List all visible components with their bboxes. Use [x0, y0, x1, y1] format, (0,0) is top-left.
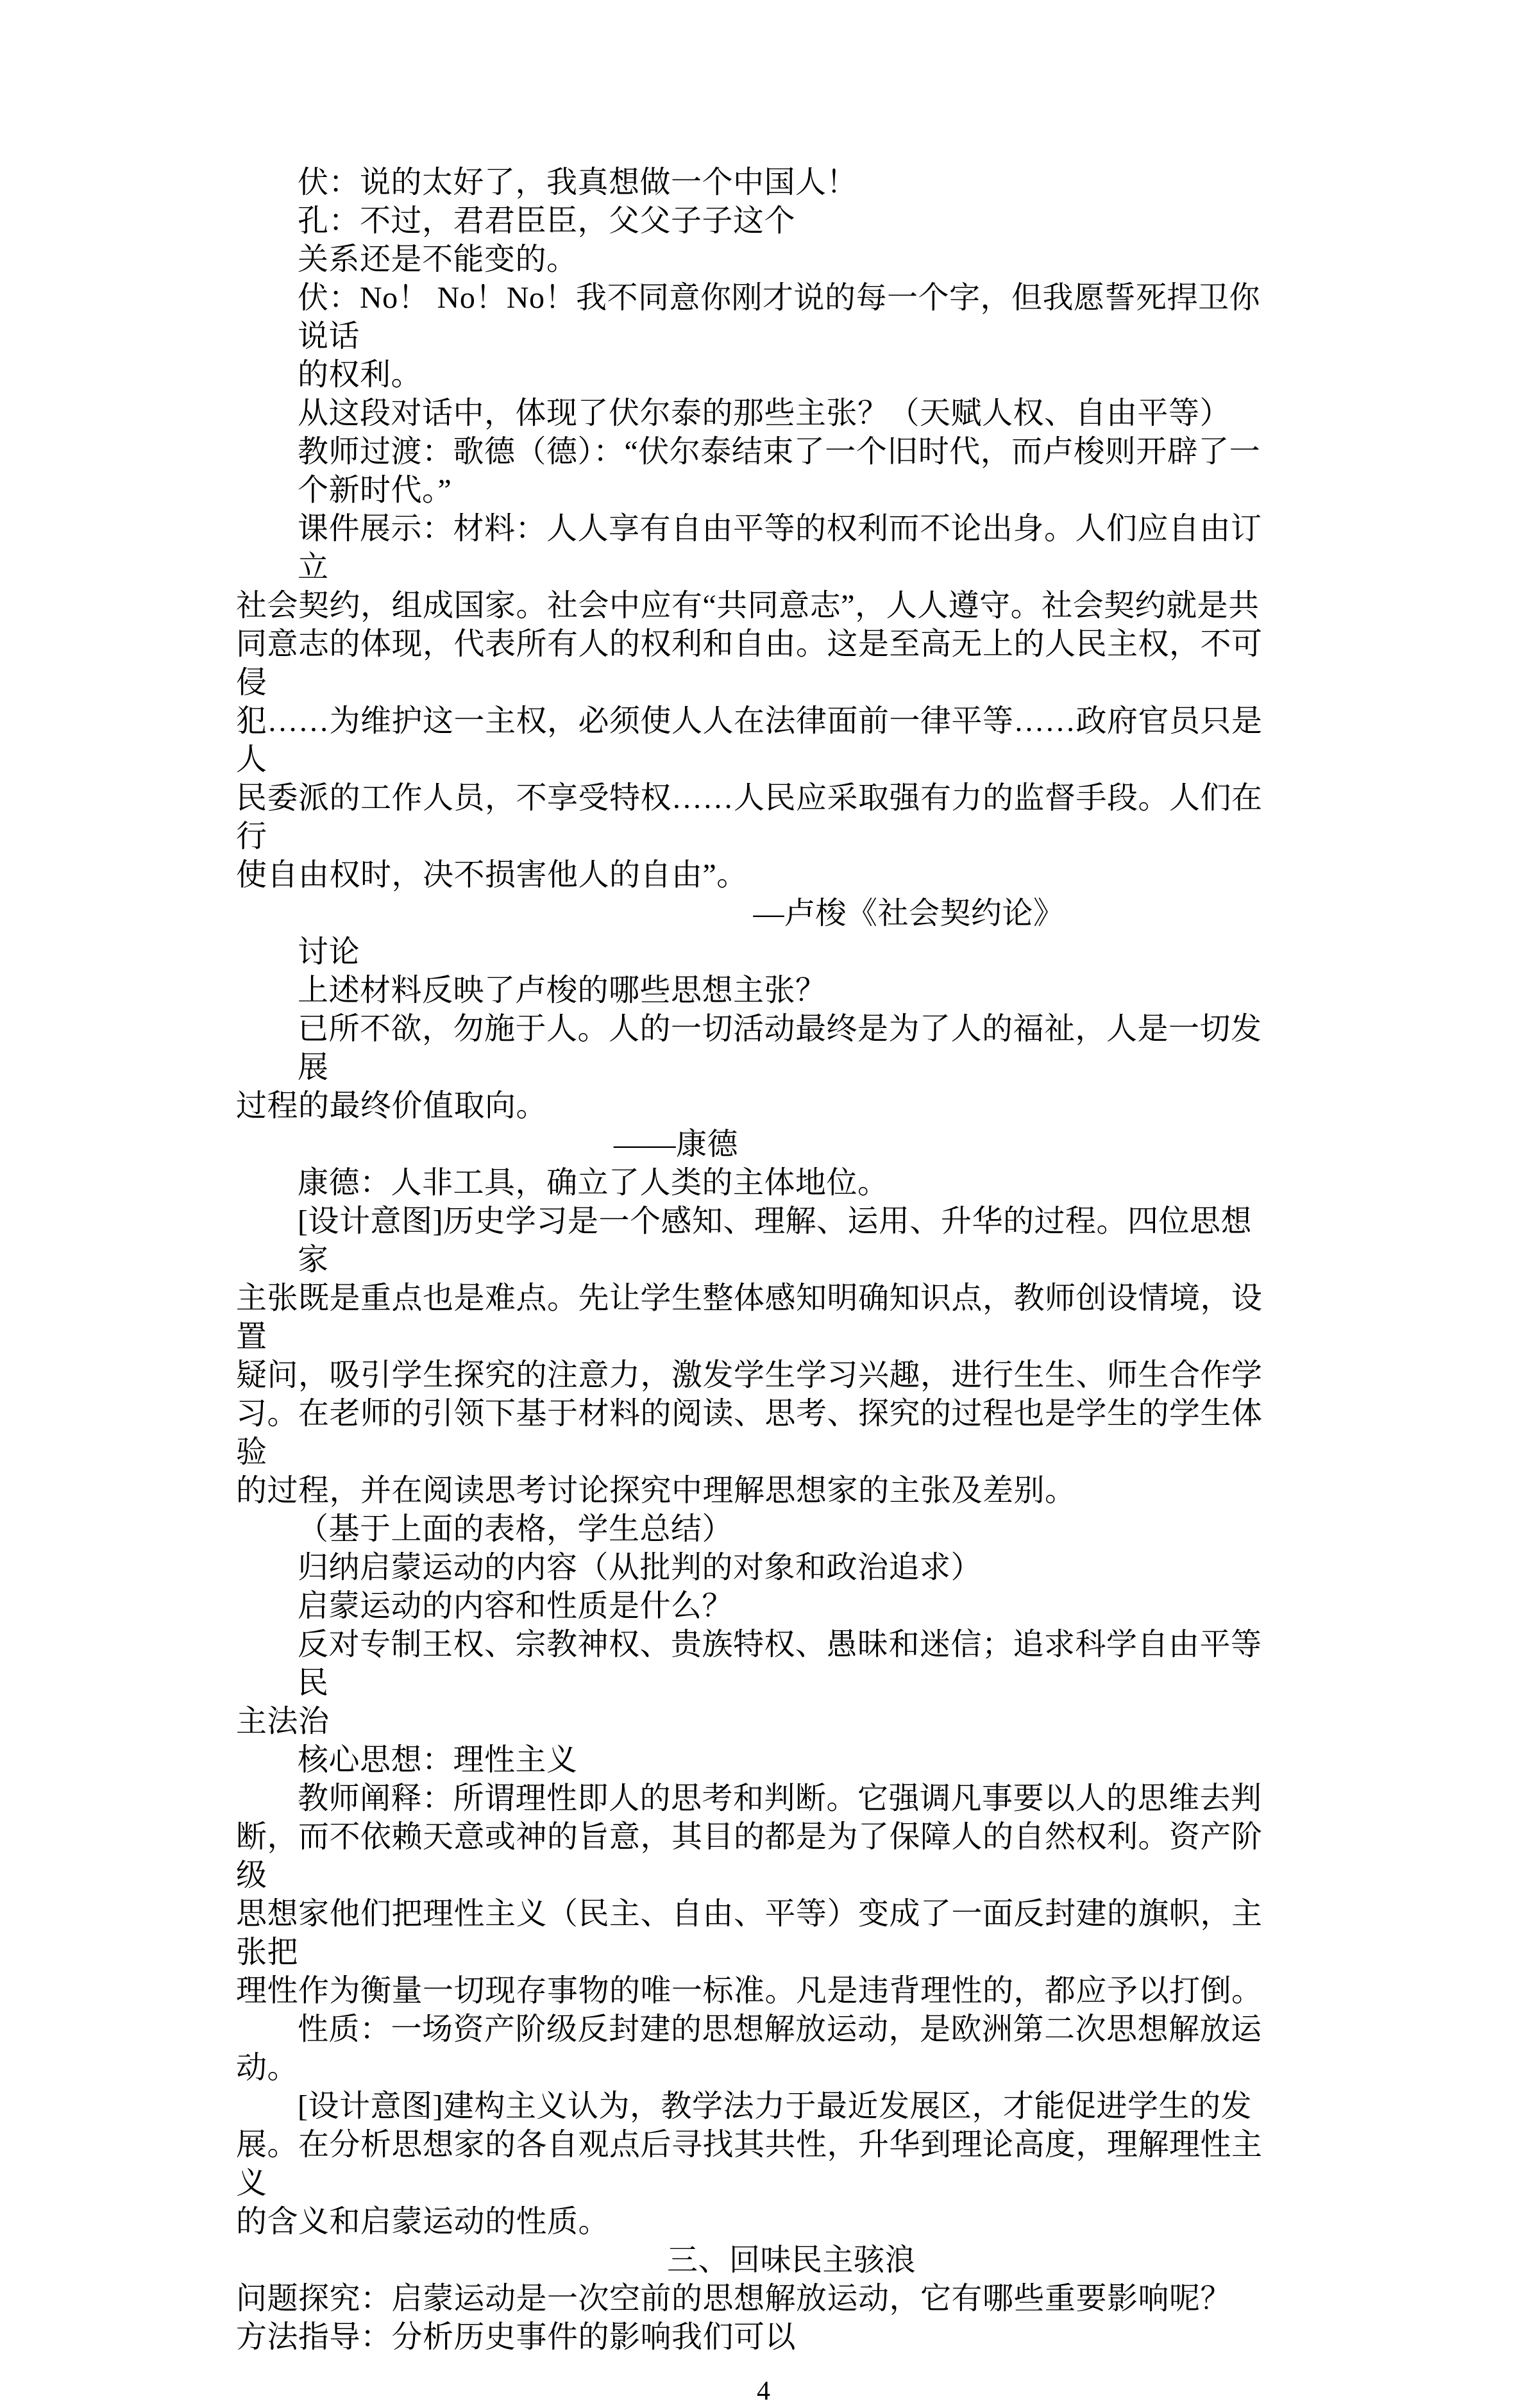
text-line: 主法治: [236, 1705, 330, 1739]
text-line: （基于上面的表格，学生总结）: [298, 1512, 734, 1546]
text-line: 的权利。: [298, 358, 423, 392]
text-line: 思想家他们把理性主义（民主、自由、平等）变成了一面反封建的旗帜，主张把: [236, 1897, 1263, 1969]
text-line: 归纳启蒙运动的内容（从批判的对象和政治追求）: [298, 1551, 983, 1585]
text-line: 主张既是重点也是难点。先让学生整体感知明确知识点，教师创设情境，设置: [236, 1281, 1263, 1354]
text-line: 孔：不过，君君臣臣，父父子子这个: [298, 204, 796, 238]
text-line: 动。: [236, 2051, 299, 2085]
page-number: 4: [757, 2377, 770, 2406]
text-line: 民委派的工作人员，不享受特权……人民应采取强有力的监督手段。人们在行: [236, 781, 1263, 854]
text-line: 疑问，吸引学生探究的注意力，激发学生学习兴趣，进行生生、师生合作学: [236, 1358, 1263, 1392]
text-line: 的过程，并在阅读思考讨论探究中理解思想家的主张及差别。: [236, 1474, 1076, 1508]
text-line: 社会契约，组成国家。社会中应有“共同意志”，人人遵守。社会契约就是共: [236, 589, 1260, 623]
text-line: 已所不欲，勿施于人。人的一切活动最终是为了人的福祉，人是一切发展: [298, 1012, 1262, 1084]
text-line: 讨论: [298, 935, 360, 969]
quote-attribution: —卢梭《社会契约论》: [753, 897, 1065, 930]
text-line: 课件展示：材料：人人享有自由平等的权利而不论出身。人们应自由订立: [298, 512, 1262, 584]
text-line: 关系还是不能变的。: [298, 242, 578, 276]
text-line: 伏：说的太好了，我真想做一个中国人！: [298, 165, 858, 199]
text-line: 展。在分析思想家的各自观点后寻找其共性，升华到理论高度，理解理性主义: [236, 2128, 1263, 2200]
text-line: 个新时代。”: [298, 473, 452, 507]
text-line: 伏：No！ No！No！我不同意你刚才说的每一个字，但我愿誓死捍卫你说话: [298, 281, 1260, 353]
text-line: 康德：人非工具，确立了人类的主体地位。: [298, 1166, 889, 1200]
text-line: 同意志的体现，代表所有人的权利和自由。这是至高无上的人民主权，不可侵: [236, 627, 1263, 700]
text-line: 反对专制王权、宗教神权、贵族特权、愚昧和迷信；追求科学自由平等民: [298, 1628, 1262, 1700]
text-line: 的含义和启蒙运动的性质。: [236, 2205, 610, 2239]
text-line: 教师阐释：所谓理性即人的思考和判断。它强调凡事要以人的思维去判: [298, 1781, 1262, 1815]
text-line: 理性作为衡量一切现存事物的唯一标准。凡是违背理性的，都应予以打倒。: [236, 1974, 1263, 2008]
text-line: 过程的最终价值取向。: [236, 1089, 548, 1123]
text-line: 上述材料反映了卢梭的哪些思想主张？: [298, 973, 827, 1007]
text-line: 问题探究：启蒙运动是一次空前的思想解放运动，它有哪些重要影响呢？: [236, 2282, 1232, 2316]
section-heading: 三、回味民主骇浪: [666, 2243, 916, 2277]
quote-attribution: ——康德: [613, 1127, 738, 1161]
text-line: [设计意图]历史学习是一个感知、理解、运用、升华的过程。四位思想家: [298, 1204, 1252, 1277]
text-line: 习。在老师的引领下基于材料的阅读、思考、探究的过程也是学生的学生体验: [236, 1397, 1263, 1469]
text-line: 断，而不依赖天意或神的旨意，其目的都是为了保障人的自然权利。资产阶级: [236, 1820, 1263, 1892]
text-line: 启蒙运动的内容和性质是什么？: [298, 1589, 734, 1623]
text-line: [设计意图]建构主义认为，教学法力于最近发展区，才能促进学生的发: [298, 2089, 1252, 2123]
text-line: 教师过渡：歌德（德）：“伏尔泰结束了一个旧时代，而卢梭则开辟了一: [298, 435, 1261, 469]
text-line: 犯……为维护这一主权，必须使人人在法律面前一律平等……政府官员只是人: [236, 704, 1263, 777]
text-line: 方法指导：分析历史事件的影响我们可以: [236, 2320, 797, 2354]
text-line: 性质：一场资产阶级反封建的思想解放运动，是欧洲第二次思想解放运: [298, 2012, 1262, 2046]
text-line: 核心思想：理性主义: [298, 1743, 578, 1777]
text-line: 从这段对话中，体现了伏尔泰的那些主张？（天赋人权、自由平等）: [298, 396, 1231, 430]
text-line: 使自由权时，决不损害他人的自由”。: [236, 858, 748, 892]
